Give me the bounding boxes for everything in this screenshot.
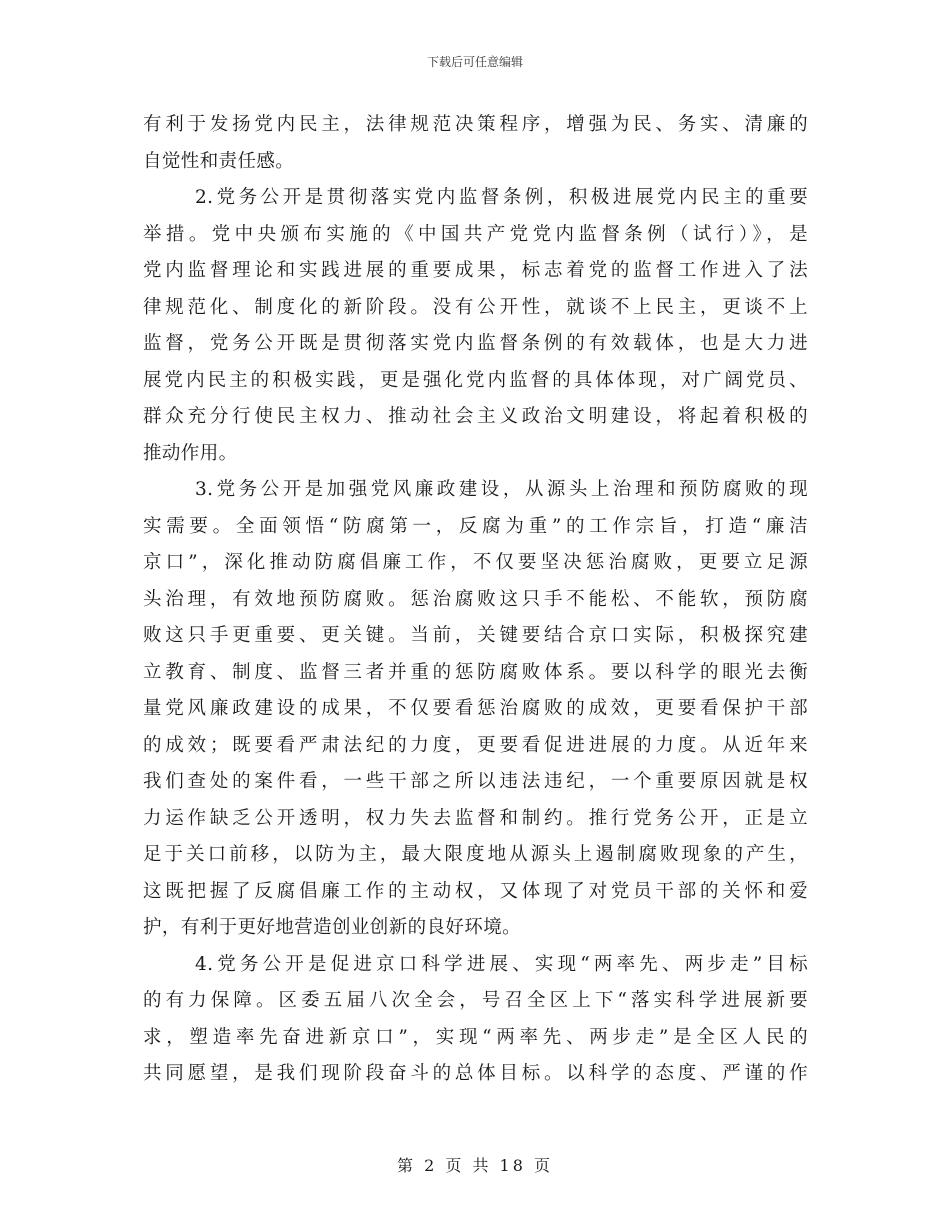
text-line: 这既把握了反腐倡廉工作的主动权，又体现了对党员干部的关怀和爱 [143, 880, 808, 902]
text-line: 量党风廉政建设的成果，不仅要看惩治腐败的成效，更要看保护干部 [143, 698, 808, 719]
paragraph [143, 107, 808, 180]
text-line: 力运作缺乏公开透明，权力失去监督和制约。推行党务公开，正是立 [143, 807, 808, 829]
text-line: 党内监督理论和实践进展的重要成果，标志着党的监督工作进入了法 [143, 260, 808, 281]
text-line: 推动作用。 [143, 442, 238, 464]
text-line: 败这只手更重要、更关键。当前，关键要结合京口实际，积极探究建 [143, 625, 808, 646]
text-line: 京口”，深化推动防腐倡廉工作，不仅要坚决惩治腐败，更要立足源 [143, 552, 808, 573]
text-line: 的成效；既要看严肃法纪的力度，更要看促进进展的力度。从近年来 [143, 734, 808, 756]
text-line: 律规范化、制度化的新阶段。没有公开性，就谈不上民主，更谈不上 [143, 296, 808, 318]
text-line: 3.党务公开是加强党风廉政建设，从源头上治理和预防腐败的现 [195, 479, 808, 500]
text-line: 立教育、制度、监督三者并重的惩防腐败体系。要以科学的眼光去衡 [143, 661, 808, 683]
document-body [143, 107, 808, 1093]
page-number-footer: 第 2 页 共 18 页 [397, 1156, 553, 1175]
text-line: 护，有利于更好地营造创业创新的良好环境。 [143, 917, 522, 938]
header-note: 下载后可任意编辑 [426, 55, 523, 69]
text-line: 求，塑造率先奋进新京口”，实现“两率先、两步走”是全区人民的 [143, 1026, 808, 1048]
text-line: 我们查处的案件看，一些干部之所以违法违纪，一个重要原因就是权 [143, 771, 808, 792]
text-line: 实需要。全面领悟“防腐第一，反腐为重”的工作宗旨，打造“廉洁 [143, 515, 808, 537]
text-line: 头治理，有效地预防腐败。惩治腐败这只手不能松、不能软，预防腐 [143, 588, 808, 610]
text-line: 群众充分行使民主权力、推动社会主义政治文明建设，将起着积极的 [143, 406, 808, 427]
text-line: 2.党务公开是贯彻落实党内监督条例，积极进展党内民主的重要 [195, 187, 808, 208]
text-line: 4.党务公开是促进京口科学进展、实现“两率先、两步走”目标 [195, 953, 808, 975]
text-line: 举措。党中央颁布实施的《中国共产党党内监督条例（试行）》，是 [143, 223, 808, 245]
paragraph [143, 472, 808, 947]
paragraph [143, 180, 808, 472]
paragraph [143, 947, 808, 1093]
text-line: 监督，党务公开既是贯彻落实党内监督条例的有效载体，也是大力进 [143, 333, 808, 354]
text-line: 展党内民主的积极实践，更是强化党内监督的具体体现，对广阔党员、 [143, 369, 808, 391]
text-line: 的有力保障。区委五届八次全会，号召全区上下“落实科学进展新要 [143, 990, 808, 1011]
text-line: 自觉性和责任感。 [143, 150, 295, 172]
text-line: 足于关口前移，以防为主，最大限度地从源头上遏制腐败现象的产生， [143, 844, 808, 865]
text-line: 有利于发扬党内民主，法律规范决策程序，增强为民、务实、清廉的 [143, 114, 808, 135]
text-line: 共同愿望，是我们现阶段奋斗的总体目标。以科学的态度、严谨的作 [143, 1063, 808, 1084]
